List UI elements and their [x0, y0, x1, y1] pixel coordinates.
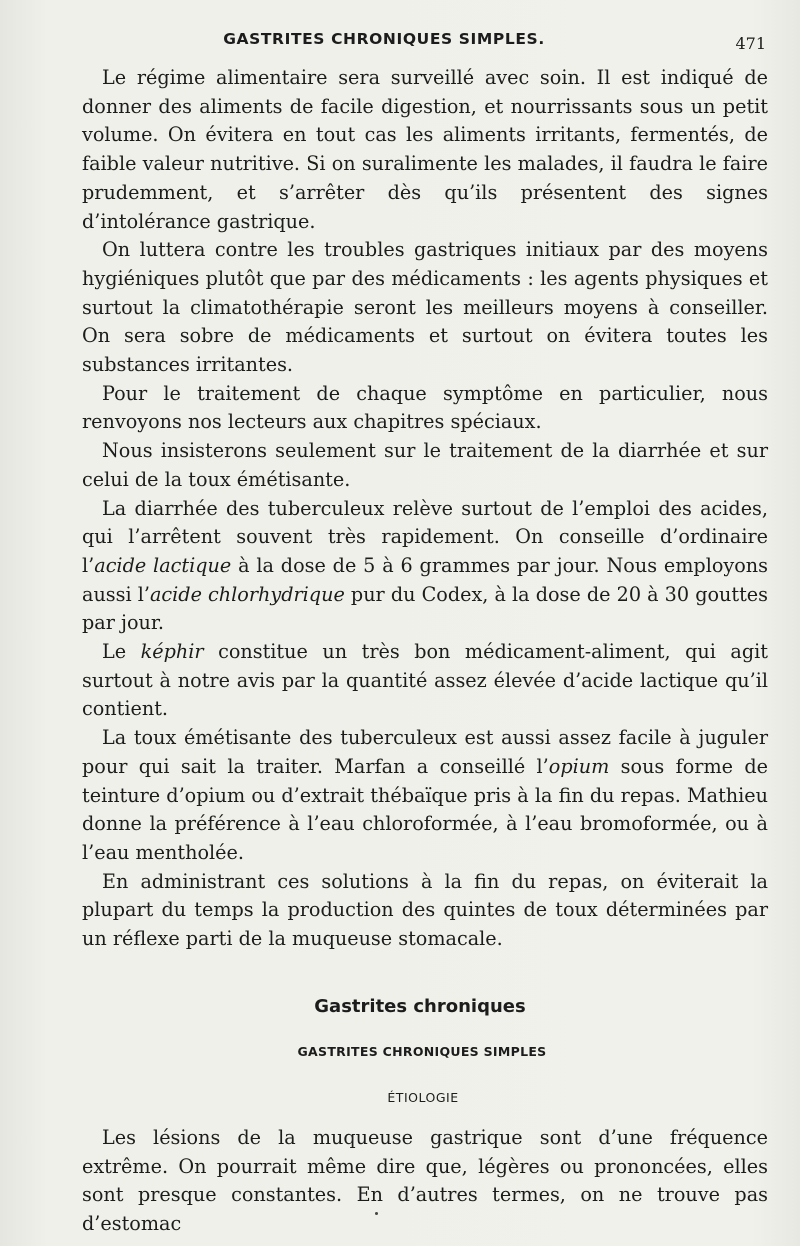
- closing-text: [82, 1124, 768, 1239]
- text-run: Pour le traitement de chaque symptôme en particulier, nous renvoyons nos lecteurs aux chapitres spéciaux.: [82, 381, 768, 434]
- text-run: constitue un très bon médicament-aliment, qui agit surtout à notre avis par la quantité assez élevée d’acide lactique qu’il contient.: [82, 640, 768, 721]
- text-run: pur du Codex, à la dose de 20 à 30 gouttes par jour.: [82, 582, 769, 635]
- section-title: Gastrites chroniques: [314, 996, 526, 1017]
- page-number: 471: [735, 34, 766, 53]
- italic-term: képhir: [140, 640, 204, 664]
- italic-term: acide chlorhydrique: [149, 582, 345, 606]
- text-run: sous forme de teinture d’opium ou d’extrait thébaïque pris à la fin du repas. Mathieu donne la préférence à l’eau chloroformée, à l’eau bromoformée, ou à l’eau mentholée.: [82, 754, 768, 864]
- paragraph: [82, 437, 768, 494]
- subsection-title: GASTRITES CHRONIQUES SIMPLES: [297, 1044, 547, 1059]
- paragraph: [82, 638, 768, 724]
- text-run: En administrant ces solutions à la fin du repas, on éviterait la plupart du temps la production des quintes de toux déterminées par un réflexe parti de la muqueuse stomacale.: [82, 869, 768, 951]
- paragraph: [82, 495, 768, 639]
- paragraph: [82, 236, 768, 380]
- text-run: à la dose de 5 à 6 grammes par jour. Nous employons aussi l’: [82, 553, 769, 606]
- text-run: Le régime alimentaire sera surveillé avec soin. Il est indiqué de donner des aliments de facile digestion, et nourrissants sous un petit volume. On évitera en tout cas les aliments irritants, fermentés, de faible valeur nutritive. Si on suralimente les malades, il faudra le faire prudemment, et s’arrêter dès qu’ils présentent des signes d’intolérance gastrique.: [82, 66, 768, 233]
- main-text: [82, 64, 768, 954]
- paragraph: [82, 380, 768, 437]
- etiologie-heading: ÉTIOLOGIE: [387, 1090, 459, 1105]
- paragraph: [82, 868, 768, 954]
- text-run: Le: [102, 640, 141, 664]
- running-head: GASTRITES CHRONIQUES SIMPLES.: [223, 30, 545, 48]
- italic-term: opium: [548, 754, 610, 778]
- closing-paragraph: Les lésions de la muqueuse gastrique sont d’une fréquence extrême. On pourrait même dire que, légères ou prononcées, elles sont presque constantes. En d’autres termes, on ne trouve pas d’estomac: [82, 1126, 768, 1236]
- paragraph: [82, 64, 768, 236]
- italic-term: acide lactique: [94, 553, 232, 577]
- paragraph: [82, 724, 768, 868]
- text-run: Nous insisterons seulement sur le traitement de la diarrhée et sur celui de la toux émétisante.: [82, 439, 768, 491]
- print-speck: [375, 1212, 378, 1215]
- text-run: La toux émétisante des tuberculeux est aussi assez facile à juguler pour qui sait la traiter. Marfan a conseillé l’: [82, 726, 768, 778]
- text-run: La diarrhée des tuberculeux relève surtout de l’emploi des acides, qui l’arrêtent souvent très rapidement. On conseille d’ordinaire l’: [82, 496, 768, 577]
- text-run: On luttera contre les troubles gastriques initiaux par des moyens hygiéniques plutôt que par des médicaments : les agents physiques et surtout la climatothérapie seront les meilleurs moyens à conseiller. On sera sobre de médicaments et surtout on évitera toutes les substances irritantes.: [82, 238, 768, 377]
